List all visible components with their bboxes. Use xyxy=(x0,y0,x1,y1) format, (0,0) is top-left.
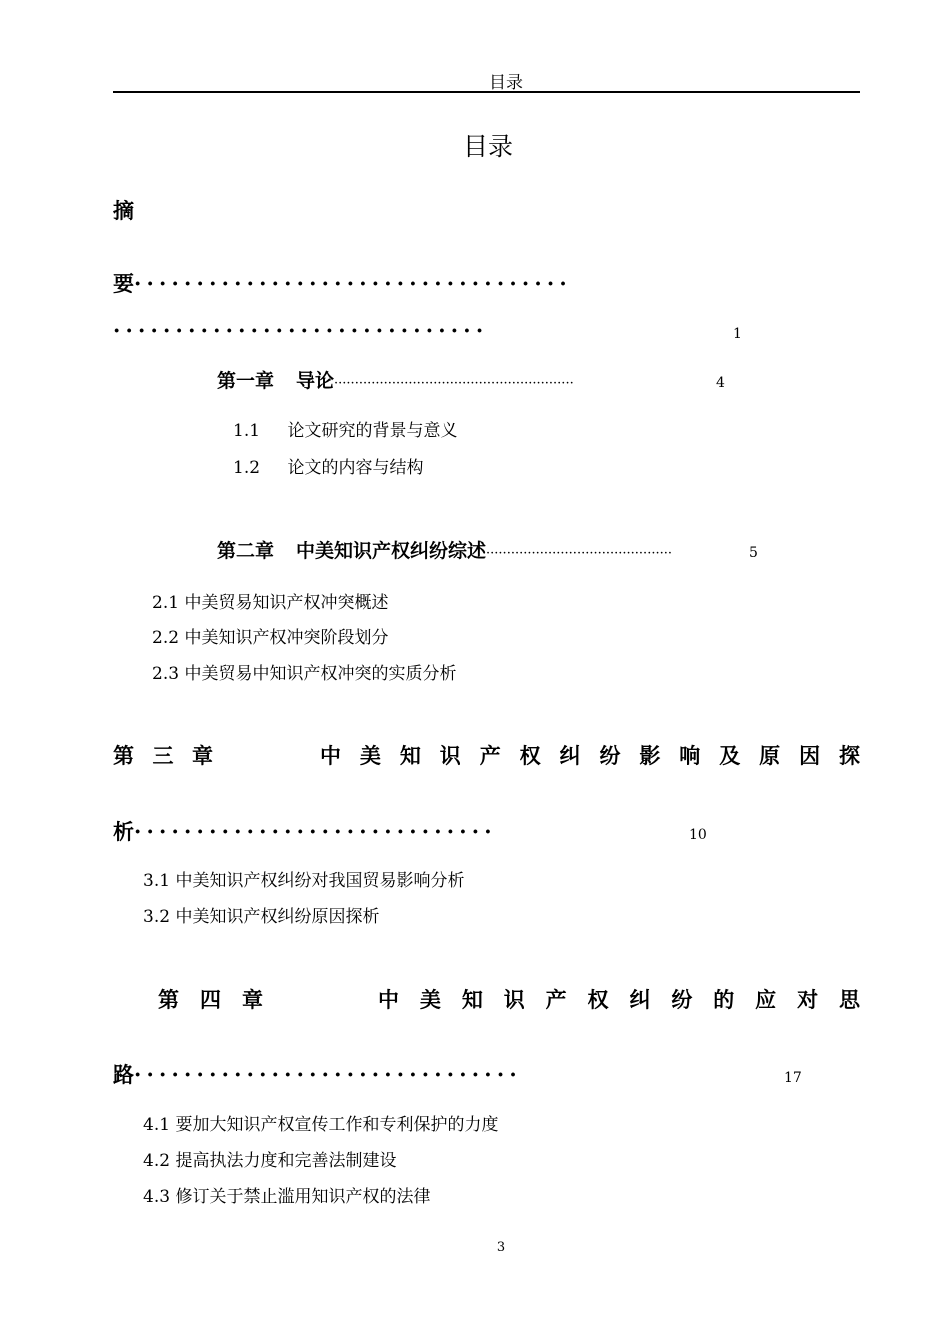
toc-ch4-title xyxy=(378,984,860,1014)
toc-ch2-page: 5 xyxy=(749,545,758,561)
toc-ch3-title-char: 美 xyxy=(359,743,381,768)
toc-ch3-label-char: 第 xyxy=(113,743,134,768)
toc-abstract-dots: ··································· xyxy=(134,271,572,296)
toc-sec-title: 论文的内容与结构 xyxy=(287,458,424,478)
page-title: 目录 xyxy=(462,132,513,161)
toc-ch1[interactable] xyxy=(217,366,725,393)
toc-ch3-title xyxy=(320,740,860,770)
toc-ch3-title-char: 产 xyxy=(479,743,501,768)
toc-abstract-line2 xyxy=(113,268,860,298)
toc-ch4-title-char: 知 xyxy=(461,987,483,1012)
toc-ch3-title-char: 权 xyxy=(519,743,541,768)
running-header: 目录 xyxy=(489,73,523,93)
toc-ch3-dots: ····························· xyxy=(134,819,497,844)
toc-ch4-title-char: 识 xyxy=(503,987,525,1012)
toc-ch3-line2[interactable] xyxy=(113,816,707,846)
toc-ch1-title: 导论 xyxy=(296,370,335,392)
toc-abstract-char: 要 xyxy=(113,271,134,296)
toc-sec-1-1[interactable] xyxy=(233,416,457,441)
toc-ch3-title-char: 纠 xyxy=(559,743,581,768)
toc-ch2-leader: ············································· xyxy=(486,546,672,561)
toc-ch3-title-char: 影 xyxy=(639,743,661,768)
toc-abstract-line1: 摘 xyxy=(113,198,134,223)
toc-ch4-title-char: 纠 xyxy=(629,987,651,1012)
toc-ch3-line1[interactable] xyxy=(113,740,860,770)
toc-sec-1-2[interactable] xyxy=(233,453,423,478)
toc-ch4-dots: ······························· xyxy=(134,1062,522,1087)
toc-ch3-page: 10 xyxy=(689,827,707,843)
toc-ch4-char: 路 xyxy=(113,1062,134,1087)
toc-abstract-page: 1 xyxy=(733,326,742,342)
toc-ch3-title-char: 响 xyxy=(679,743,701,768)
toc-ch2-title: 中美知识产权纠纷综述 xyxy=(296,540,487,562)
toc-ch4-title-char: 的 xyxy=(713,987,735,1012)
toc-ch4-title-char: 思 xyxy=(838,987,860,1012)
toc-sec-3-1[interactable]: 3.1 中美知识产权纠纷对我国贸易影响分析 xyxy=(143,871,465,891)
toc-ch4-line2[interactable] xyxy=(113,1059,802,1089)
toc-ch1-leader: ·························································· xyxy=(334,376,574,391)
toc-ch1-label: 第一章 xyxy=(217,370,275,392)
toc-ch3-title-char: 中 xyxy=(320,743,341,768)
toc-ch3-label-char: 三 xyxy=(152,743,174,768)
toc-sec-4-2[interactable]: 4.2 提高执法力度和完善法制建设 xyxy=(143,1151,397,1171)
toc-ch2-label: 第二章 xyxy=(217,540,275,562)
toc-abstract-dots-2: ······························ xyxy=(113,318,489,343)
toc-ch4-label xyxy=(158,984,263,1014)
toc-sec-title: 论文研究的背景与意义 xyxy=(287,421,458,441)
toc-sec-4-1[interactable]: 4.1 要加大知识产权宣传工作和专利保护的力度 xyxy=(143,1115,499,1135)
toc-ch3-title-char: 及 xyxy=(719,743,741,768)
toc-ch4-label-char: 第 xyxy=(158,987,179,1012)
toc-ch3-title-char: 识 xyxy=(439,743,461,768)
toc-abstract-line3[interactable] xyxy=(113,318,742,343)
toc-ch3-label xyxy=(113,740,213,770)
toc-ch3-char: 析 xyxy=(113,819,134,844)
toc-ch4-line1[interactable] xyxy=(158,984,860,1014)
toc-ch3-title-char: 探 xyxy=(838,743,860,768)
toc-ch3-title-char: 因 xyxy=(799,743,821,768)
toc-ch4-label-char: 章 xyxy=(242,987,263,1012)
toc-ch4-title-char: 中 xyxy=(378,987,399,1012)
toc-ch4-title-char: 产 xyxy=(545,987,567,1012)
toc-sec-num: 1.1 xyxy=(233,421,261,441)
toc-sec-2-2[interactable]: 2.2 中美知识产权冲突阶段划分 xyxy=(152,628,389,648)
toc-ch4-label-char: 四 xyxy=(200,987,221,1012)
toc-ch3-title-char: 原 xyxy=(759,743,781,768)
page-number: 3 xyxy=(496,1240,506,1255)
header-rule xyxy=(113,91,860,93)
toc-sec-2-1[interactable]: 2.1 中美贸易知识产权冲突概述 xyxy=(152,593,389,613)
toc-ch4-title-char: 美 xyxy=(419,987,441,1012)
toc-ch4-title-char: 应 xyxy=(755,987,777,1012)
toc-ch4-title-char: 对 xyxy=(797,987,819,1012)
toc-ch3-title-char: 知 xyxy=(399,743,421,768)
toc-ch3-title-char: 纷 xyxy=(599,743,621,768)
toc-ch2[interactable] xyxy=(217,536,758,563)
toc-sec-2-3[interactable]: 2.3 中美贸易中知识产权冲突的实质分析 xyxy=(152,664,457,684)
toc-ch4-title-char: 权 xyxy=(587,987,609,1012)
toc-ch3-label-char: 章 xyxy=(192,743,213,768)
toc-sec-num: 1.2 xyxy=(233,458,261,478)
toc-sec-3-2[interactable]: 3.2 中美知识产权纠纷原因探析 xyxy=(143,907,380,927)
toc-sec-4-3[interactable]: 4.3 修订关于禁止滥用知识产权的法律 xyxy=(143,1187,431,1207)
toc-ch4-title-char: 纷 xyxy=(671,987,693,1012)
toc-ch1-page: 4 xyxy=(716,375,725,391)
toc-ch4-page: 17 xyxy=(784,1070,802,1086)
